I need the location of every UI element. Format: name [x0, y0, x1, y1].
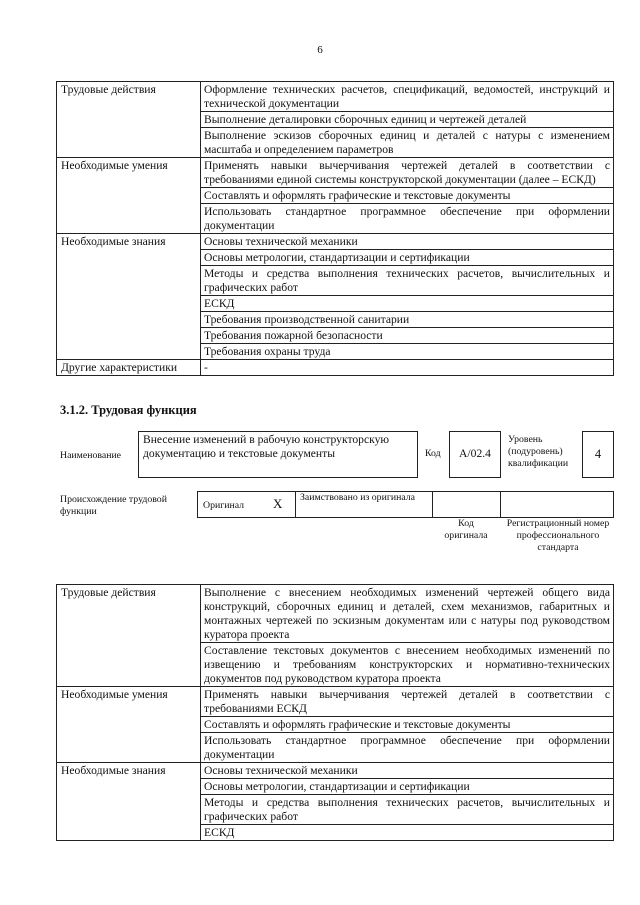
table-cell: Требования охраны труда	[201, 344, 614, 360]
table-row	[57, 234, 614, 250]
table-cell: ЕСКД	[201, 825, 614, 841]
name-label: Наименование	[60, 450, 122, 461]
origin-divider	[500, 491, 501, 518]
table-row	[57, 585, 614, 643]
table-cell: Основы технической механики	[201, 763, 614, 779]
page-number: 6	[317, 44, 323, 56]
row-label: Необходимые умения	[57, 158, 201, 234]
row-label: Трудовые действия	[57, 585, 201, 687]
table-row	[57, 763, 614, 779]
table-cell: Выполнение эскизов сборочных единиц и деталей с натуры с изменением масштаба и определением параметров	[201, 128, 614, 158]
table-row	[57, 360, 614, 376]
function-name: Внесение изменений в рабочую конструкторскую документацию и текстовые документы	[143, 433, 390, 460]
origin-divider	[295, 491, 296, 518]
code-label: Код	[425, 448, 441, 459]
reg-caption: Регистрационный номер профессионального стандарта	[506, 518, 610, 553]
table-cell: Составлять и оформлять графические и текстовые документы	[201, 717, 614, 733]
table-labor-function-1	[56, 81, 614, 376]
table-cell: Основы технической механики	[201, 234, 614, 250]
table-cell: Выполнение с внесением необходимых изменений чертежей общего вида конструкций, сборочных единиц и деталей, схем механизмов, габаритных и монтажных чертежей по эскизным документам или с натуры под руководством куратора проекта	[201, 585, 614, 643]
table-cell: Методы и средства выполнения технических расчетов, вычислительных и графических работ	[201, 795, 614, 825]
origin-label: Происхождение трудовой функции	[60, 494, 167, 517]
table-row	[57, 158, 614, 188]
table-cell: Основы метрологии, стандартизации и сертификации	[201, 250, 614, 266]
original-label: Оригинал	[203, 500, 245, 511]
function-code: A/02.4	[459, 447, 491, 460]
table-row	[57, 82, 614, 112]
borrowed-label: Заимствовано из оригинала	[300, 492, 415, 503]
table-cell: ЕСКД	[201, 296, 614, 312]
table-row	[57, 687, 614, 717]
original-mark: X	[273, 496, 283, 511]
level-value: 4	[594, 447, 602, 461]
table-cell: Основы метрологии, стандартизации и сертификации	[201, 779, 614, 795]
code-caption: Код оригинала	[444, 518, 488, 541]
row-label: Необходимые умения	[57, 687, 201, 763]
table-cell: Методы и средства выполнения технических расчетов, вычислительных и графических работ	[201, 266, 614, 296]
table-cell: Использовать стандартное программное обеспечение при оформлении документации	[201, 733, 614, 763]
table-cell: Составлять и оформлять графические и текстовые документы	[201, 188, 614, 204]
row-label: Необходимые знания	[57, 763, 201, 841]
table-cell: Применять навыки вычерчивания чертежей деталей в соответствии с требованиями ЕСКД	[201, 687, 614, 717]
row-label: Необходимые знания	[57, 234, 201, 360]
table-labor-function-2	[56, 584, 614, 841]
table-cell: -	[201, 360, 614, 376]
table-cell: Составление текстовых документов с внесением необходимых изменений по извещению и требованиям конструкторских и нормативно-технических документов под руководством куратора проекта	[201, 643, 614, 687]
row-label: Трудовые действия	[57, 82, 201, 158]
table-cell: Выполнение деталировки сборочных единиц и чертежей деталей	[201, 112, 614, 128]
level-label: Уровень (подуровень) квалификации	[508, 434, 569, 469]
table-cell: Использовать стандартное программное обеспечение при оформлении документации	[201, 204, 614, 234]
origin-divider	[432, 491, 433, 518]
section-title: 3.1.2. Трудовая функция	[60, 403, 197, 417]
table-cell: Требования пожарной безопасности	[201, 328, 614, 344]
table-cell: Требования производственной санитарии	[201, 312, 614, 328]
row-label: Другие характеристики	[57, 360, 201, 376]
table-cell: Применять навыки вычерчивания чертежей деталей в соответствии с требованиями единой системы конструкторской документации (далее – ЕСКД)	[201, 158, 614, 188]
table-cell: Оформление технических расчетов, спецификаций, ведомостей, инструкций и технической документации	[201, 82, 614, 112]
